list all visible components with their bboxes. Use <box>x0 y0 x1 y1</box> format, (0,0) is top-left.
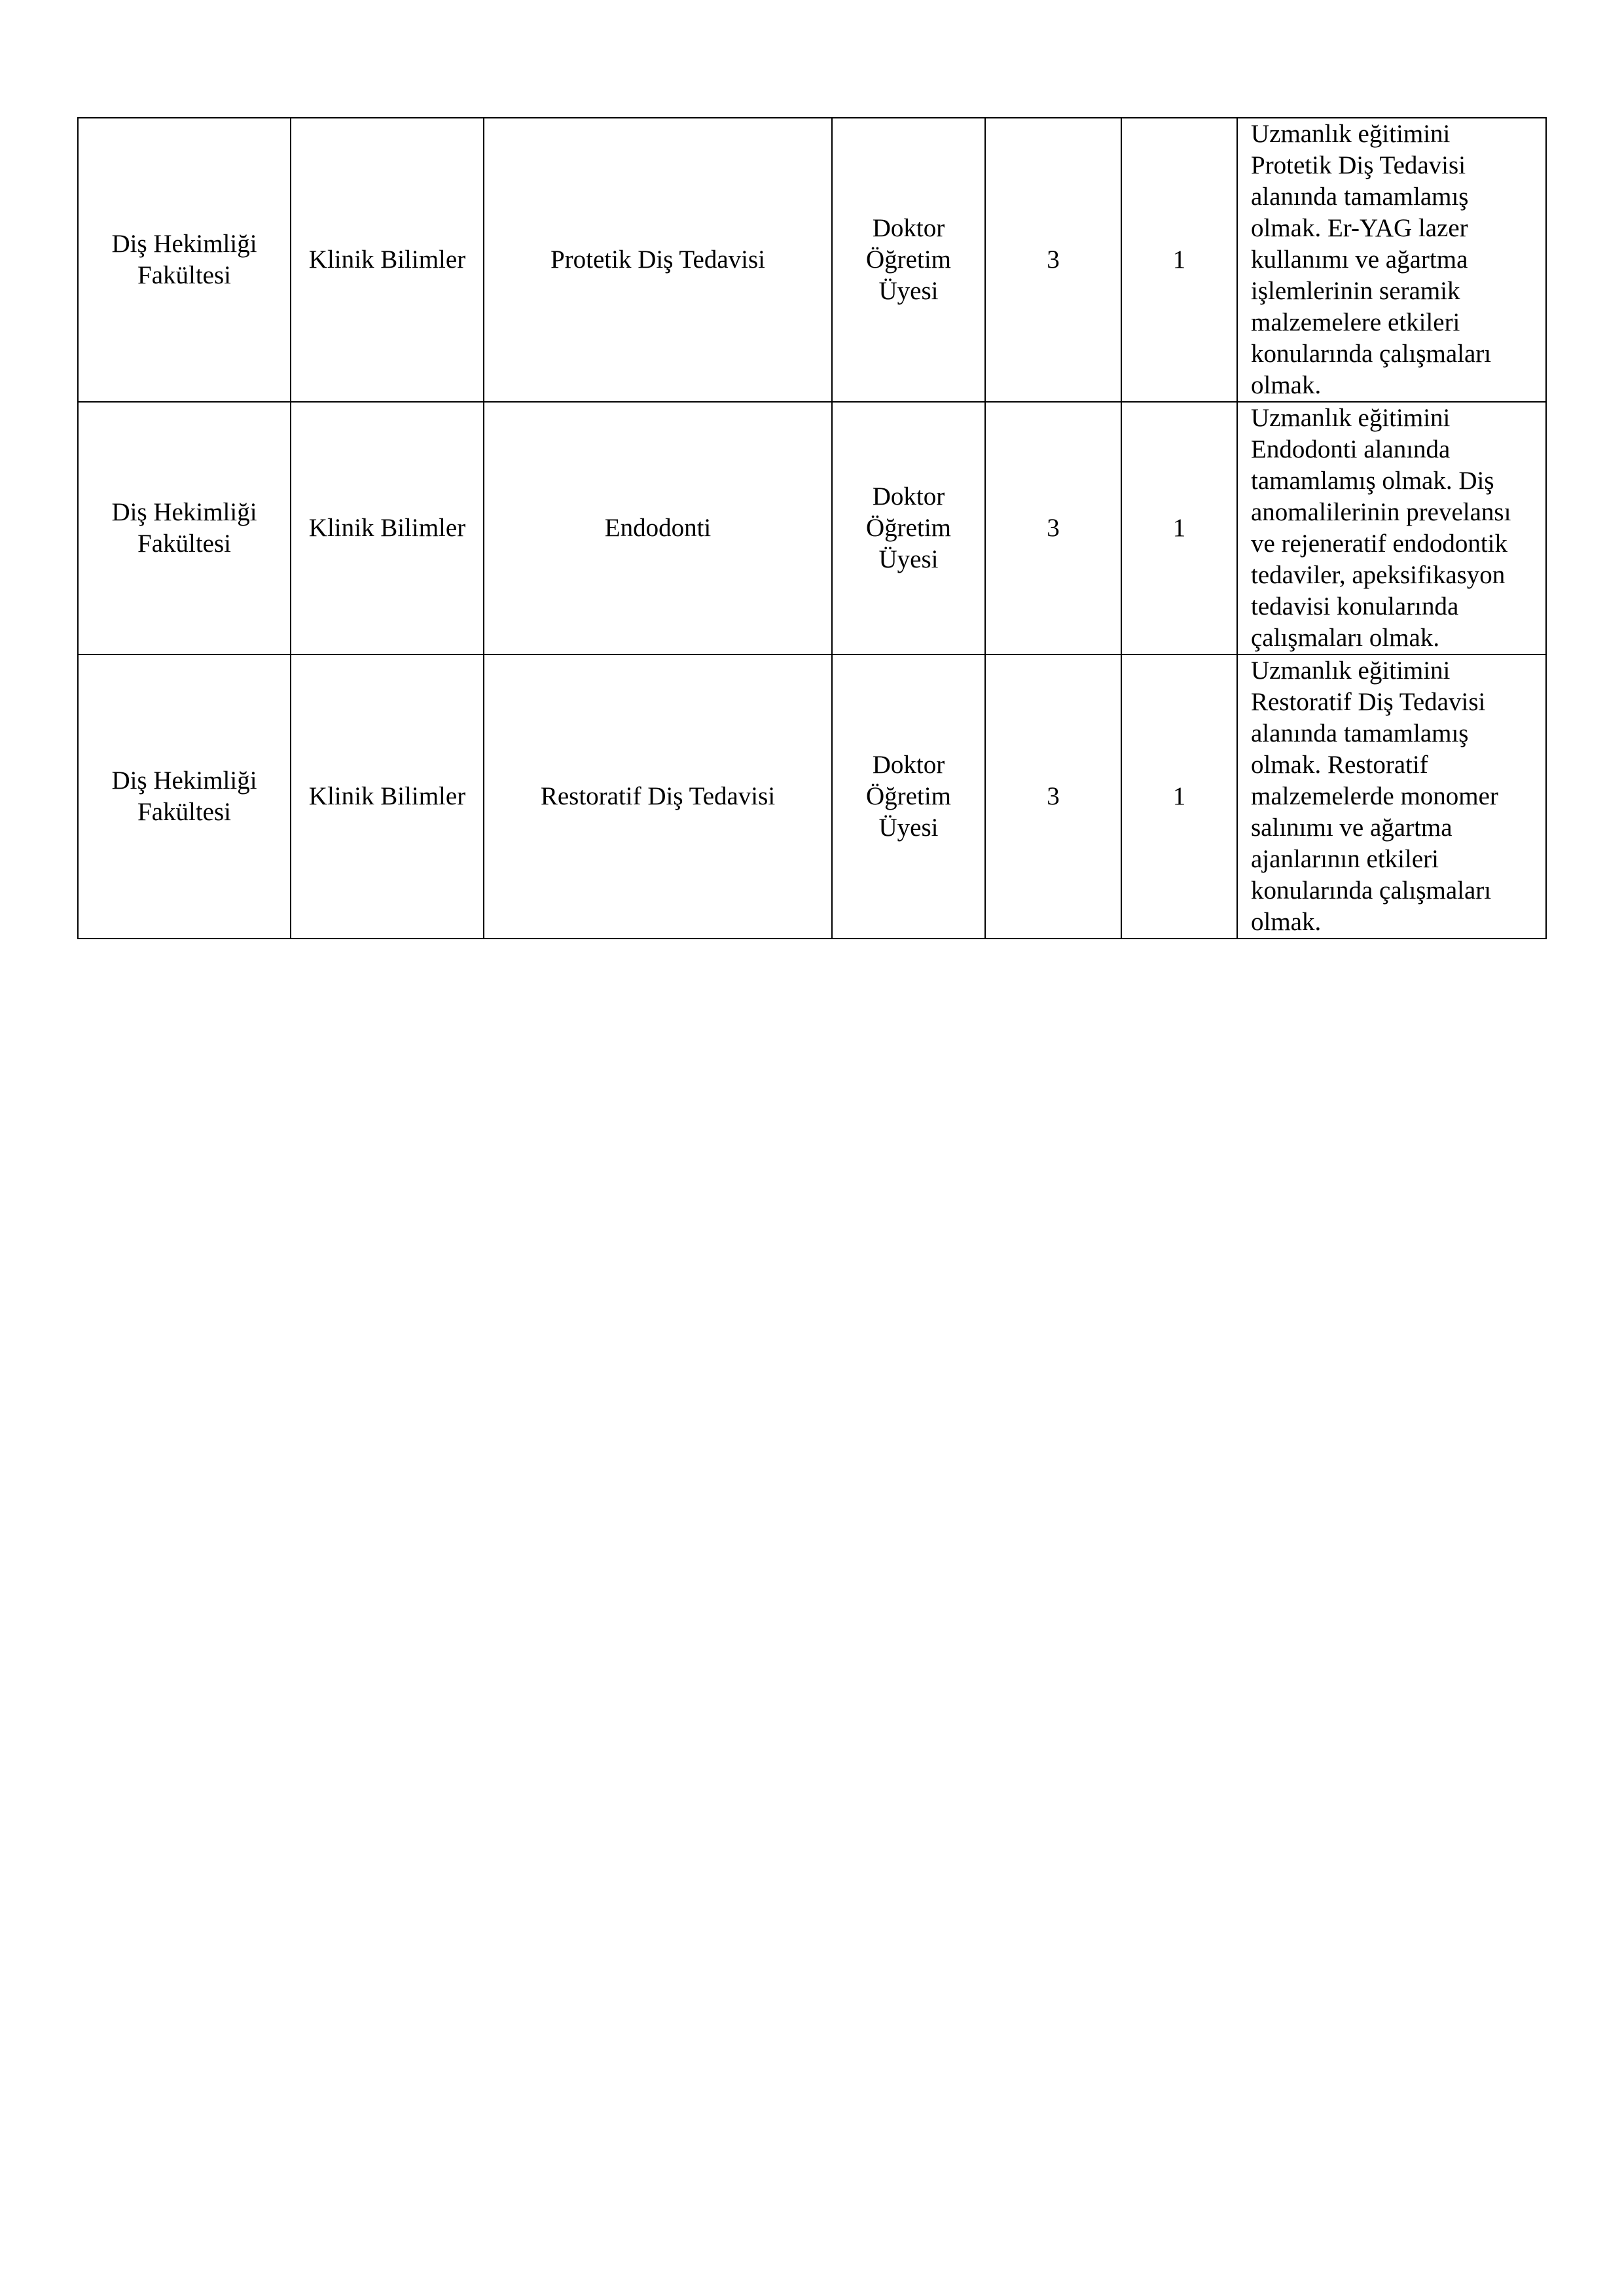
program-cell: Endodonti <box>484 402 832 655</box>
faculty-cell: Diş Hekimliği Fakültesi <box>78 402 291 655</box>
requirements-cell: Uzmanlık eğitimini Restoratif Diş Tedavisi alanında tamamlamış olmak. Restoratif malzemelerde monomer salınımı ve ağartma ajanlarının etkileri konularında çalışmaları olmak. <box>1237 655 1546 939</box>
department-cell: Klinik Bilimler <box>291 118 484 402</box>
program-cell: Protetik Diş Tedavisi <box>484 118 832 402</box>
degree-cell: 3 <box>985 118 1121 402</box>
degree-cell: 3 <box>985 655 1121 939</box>
count-cell: 1 <box>1121 655 1237 939</box>
table-row <box>78 118 1546 402</box>
table-row <box>78 655 1546 939</box>
program-cell: Restoratif Diş Tedavisi <box>484 655 832 939</box>
count-cell: 1 <box>1121 118 1237 402</box>
title-cell: Doktor Öğretim Üyesi <box>832 118 985 402</box>
department-cell: Klinik Bilimler <box>291 655 484 939</box>
requirements-cell: Uzmanlık eğitimini Protetik Diş Tedavisi alanında tamamlamış olmak. Er-YAG lazer kullanımı ve ağartma işlemlerinin seramik malzemelere etkileri konularında çalışmaları olmak. <box>1237 118 1546 402</box>
degree-cell: 3 <box>985 402 1121 655</box>
table-row <box>78 402 1546 655</box>
requirements-cell: Uzmanlık eğitimini Endodonti alanında tamamlamış olmak. Diş anomalilerinin prevelansı ve rejeneratif endodontik tedaviler, apeksifikasyon tedavisi konularında çalışmaları olmak. <box>1237 402 1546 655</box>
count-cell: 1 <box>1121 402 1237 655</box>
positions-table <box>77 117 1547 939</box>
faculty-cell: Diş Hekimliği Fakültesi <box>78 655 291 939</box>
title-cell: Doktor Öğretim Üyesi <box>832 655 985 939</box>
department-cell: Klinik Bilimler <box>291 402 484 655</box>
title-cell: Doktor Öğretim Üyesi <box>832 402 985 655</box>
faculty-cell: Diş Hekimliği Fakültesi <box>78 118 291 402</box>
